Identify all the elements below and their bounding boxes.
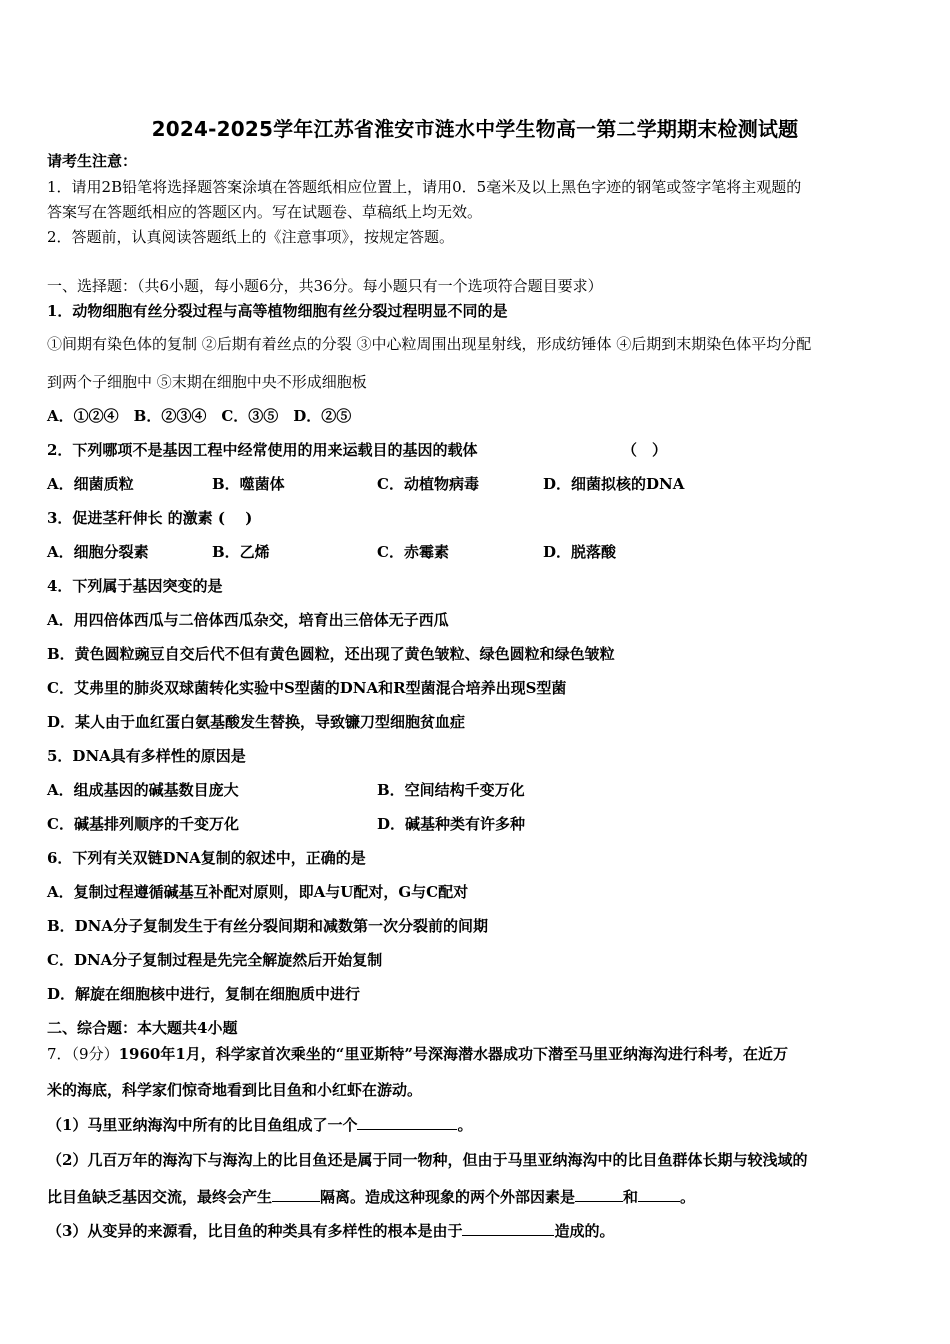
question-7-line-1 [47, 1044, 788, 1064]
notice-line-3: 2．答题前，认真阅读答题纸上的《注意事项》，按规定答题。 [47, 228, 455, 246]
question-1-stem: 1．动物细胞有丝分裂过程与高等植物细胞有丝分裂过程明显不同的是 [47, 302, 508, 320]
answer-blank[interactable] [638, 1186, 680, 1202]
question-7-part-2-text-d: 。 [680, 1188, 696, 1206]
question-5-stem: 5．DNA具有多样性的原因是 [47, 747, 246, 765]
question-3-option-a: A．细胞分裂素 [47, 543, 149, 561]
question-7-part-2-text-b: 隔离。造成这种现象的两个外部因素是 [320, 1188, 576, 1206]
question-6-option-b: B．DNA分子复制发生于有丝分裂间期和减数第一次分裂前的间期 [47, 917, 489, 935]
question-7-part-1 [47, 1114, 472, 1135]
question-7-part-2-text-a: 比目鱼缺乏基因交流，最终会产生 [47, 1188, 273, 1206]
answer-blank[interactable] [272, 1186, 320, 1202]
question-2-option-c: C．动植物病毒 [377, 475, 479, 493]
question-2-option-a: A．细菌质粒 [47, 475, 134, 493]
question-7-part-3 [47, 1220, 614, 1241]
notice-line-2: 答案写在答题纸相应的答题区内。写在试题卷、草稿纸上均无效。 [47, 203, 483, 221]
question-7-line-2: 米的海底，科学家们惊奇地看到比目鱼和小红虾在游动。 [47, 1081, 423, 1099]
question-5-option-b: B．空间结构千变万化 [377, 781, 525, 799]
question-6-stem: 6．下列有关双链DNA复制的叙述中，正确的是 [47, 849, 366, 867]
question-2-answer-paren: （ ） [622, 441, 668, 459]
answer-blank[interactable] [357, 1114, 457, 1130]
section-choice-heading: 一、选择题：（共6小题，每小题6分，共36分。每小题只有一个选项符合题目要求） [47, 277, 603, 295]
question-3-option-d: D．脱落酸 [543, 543, 617, 561]
question-7-part-3-end: 造成的。 [554, 1222, 615, 1240]
notice-heading: 请考生注意： [47, 152, 138, 170]
question-5-option-d: D．碱基种类有许多种 [377, 815, 526, 833]
question-2-option-b: B．噬菌体 [212, 475, 285, 493]
question-7-part-2-line-1: （2）几百万年的海沟下与海沟上的比目鱼还是属于同一物种，但由于马里亚纳海沟中的比目鱼群体长期与较浅域的 [47, 1151, 808, 1169]
question-7-text-1: 1960年1月，科学家首次乘坐的“里亚斯特”号深海潜水器成功下潜至马里亚纳海沟进行科考，在近万 [118, 1045, 789, 1063]
question-7-part-2-text-c: 和 [623, 1188, 639, 1206]
question-7-part-1-text: （1）马里亚纳海沟中所有的比目鱼组成了一个 [47, 1116, 358, 1134]
notice-line-1: 1．请用2B铅笔将选择题答案涂填在答题纸相应位置上，请用0．5毫米及以上黑色字迹的钢笔或签字笔将主观题的 [47, 178, 802, 196]
question-5-option-c: C．碱基排列顺序的千变万化 [47, 815, 239, 833]
question-5-option-a: A．组成基因的碱基数目庞大 [47, 781, 239, 799]
answer-blank[interactable] [462, 1220, 554, 1236]
question-7-part-3-text: （3）从变异的来源看，比目鱼的种类具有多样性的根本是由于 [47, 1222, 463, 1240]
question-3-stem: 3．促进茎秆伸长 的激素 ( ) [47, 509, 253, 527]
question-1-statements-line-1: ①间期有染色体的复制 ②后期有着丝点的分裂 ③中心粒周围出现星射线，形成纺锤体 ④后期到末期染色体平均分配 [47, 335, 812, 353]
question-3-option-b: B．乙烯 [212, 543, 270, 561]
question-3-option-c: C．赤霉素 [377, 543, 449, 561]
question-4-option-c: C．艾弗里的肺炎双球菌转化实验中S型菌的DNA和R型菌混合培养出现S型菌 [47, 679, 567, 697]
question-2-stem: 2．下列哪项不是基因工程中经常使用的用来运载目的基因的载体 [47, 441, 478, 459]
answer-blank[interactable] [575, 1186, 623, 1202]
question-7-part-1-end: 。 [457, 1116, 473, 1134]
question-1-options: A．①②④ B．②③④ C．③⑤ D．②⑤ [47, 407, 352, 425]
question-7-part-2-line-2 [47, 1186, 695, 1207]
question-4-option-d: D．某人由于血红蛋白氨基酸发生替换，导致镰刀型细胞贫血症 [47, 713, 466, 731]
question-4-stem: 4．下列属于基因突变的是 [47, 577, 223, 595]
page-title: 2024-2025学年江苏省淮安市涟水中学生物高一第二学期期末检测试题 [151, 117, 799, 141]
question-2-option-d: D．细菌拟核的DNA [543, 475, 685, 493]
question-1-statements-line-2: 到两个子细胞中 ⑤末期在细胞中央不形成细胞板 [47, 373, 367, 391]
question-6-option-c: C．DNA分子复制过程是先完全解旋然后开始复制 [47, 951, 383, 969]
question-6-option-d: D．解旋在细胞核中进行，复制在细胞质中进行 [47, 985, 361, 1003]
question-7-number: 7．（9分） [47, 1045, 119, 1063]
section-comprehensive-heading: 二、综合题：本大题共4小题 [47, 1019, 238, 1037]
question-4-option-a: A．用四倍体西瓜与二倍体西瓜杂交，培育出三倍体无子西瓜 [47, 611, 449, 629]
question-6-option-a: A．复制过程遵循碱基互补配对原则，即A与U配对，G与C配对 [47, 883, 469, 901]
question-4-option-b: B．黄色圆粒豌豆自交后代不但有黄色圆粒，还出现了黄色皱粒、绿色圆粒和绿色皱粒 [47, 645, 615, 663]
